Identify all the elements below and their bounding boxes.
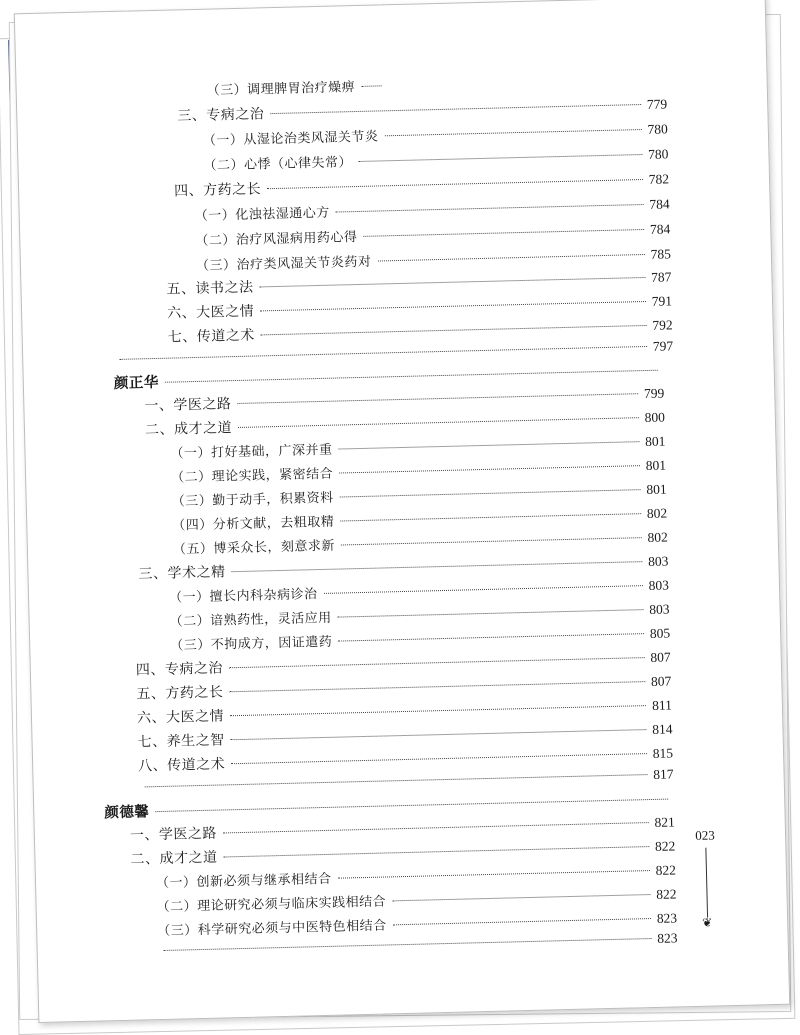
- leader-dots: [155, 799, 668, 813]
- leader-dots: [231, 561, 642, 572]
- entry-title: 六、大医之情: [136, 708, 225, 727]
- leader-dots: [340, 489, 641, 497]
- leader-dots: [267, 179, 643, 189]
- leader-dots: [237, 393, 638, 404]
- entry-title: （三）科学研究必须与中医特色相结合: [157, 918, 387, 940]
- entry-title: 五、方药之长: [136, 684, 224, 703]
- leader-dots: [384, 129, 641, 136]
- leader-dots: [260, 301, 646, 311]
- leader-dots: [230, 705, 646, 716]
- folio-number: 023: [695, 827, 715, 843]
- leader-dots: [238, 417, 639, 428]
- page-number: 815: [652, 745, 674, 761]
- page-number: 780: [647, 121, 668, 137]
- leader-dots: [145, 774, 648, 787]
- entry-title: （二）心悸（心律失常）: [203, 155, 353, 174]
- leader-dots: [363, 229, 644, 237]
- page-number: 814: [652, 721, 673, 737]
- page-number: 817: [653, 766, 674, 782]
- entry-title: （二）谙熟药性，灵活应用: [169, 610, 332, 630]
- leader-dots: [119, 346, 647, 360]
- leader-dots: [338, 633, 644, 641]
- page-number: 802: [646, 505, 668, 522]
- leader-dots: [270, 104, 641, 114]
- page-number: 822: [655, 862, 677, 878]
- page-number: 784: [649, 221, 671, 237]
- page-number: 822: [654, 838, 676, 854]
- leader-dots: [339, 465, 640, 473]
- entry-title: 一、学医之路: [129, 825, 218, 844]
- page-number: 811: [651, 697, 673, 713]
- page-number: 779: [646, 96, 668, 112]
- entry-title: 二、成才之道: [144, 420, 233, 439]
- page-number: 822: [656, 886, 677, 902]
- leader-dots: [338, 609, 644, 617]
- page-number: 801: [646, 481, 667, 498]
- entry-title: （三）勤于动手，积累资料: [171, 490, 334, 510]
- leader-dots: [392, 894, 650, 901]
- page-number: 807: [650, 649, 671, 665]
- leader-dots: [223, 822, 649, 833]
- entry-title: （二）理论研究必须与临床实践相结合: [156, 894, 387, 916]
- leader-dots: [358, 154, 642, 162]
- page-number: 805: [649, 625, 671, 641]
- page-number: 785: [650, 246, 672, 262]
- page-number: 800: [644, 409, 666, 426]
- page-number: 807: [650, 673, 672, 689]
- leader-dots: [338, 870, 650, 879]
- entry-title: （四）分析文献，去粗取精: [172, 514, 335, 534]
- entry-title: 一、学医之路: [144, 396, 232, 415]
- page-folio: [685, 827, 727, 930]
- entry-title: 颜德馨: [104, 803, 150, 822]
- leader-dots: [339, 441, 640, 449]
- page-number: 784: [649, 196, 670, 212]
- leader-dots: [340, 513, 641, 521]
- entry-title: 四、方药之长: [173, 181, 262, 200]
- folio-rule: [705, 848, 708, 918]
- entry-title: （三）调理脾胃治疗燥痹: [206, 80, 356, 99]
- entry-title: 七、传道之术: [167, 327, 255, 346]
- leader-dots: [229, 681, 645, 692]
- toc-entry: [206, 76, 356, 101]
- leader-dots: [261, 325, 647, 335]
- leader-dots: [260, 277, 646, 287]
- leader-dots: [223, 846, 649, 857]
- page-number: 801: [644, 433, 666, 450]
- page-number: 823: [657, 930, 678, 946]
- leader-dots: [231, 753, 647, 764]
- folio-ornament-icon: ❦: [701, 915, 713, 930]
- entry-title: 六、大医之情: [166, 303, 255, 322]
- entry-title: （一）化浊祛湿通心方: [194, 205, 330, 224]
- entry-title: （二）理论实践，紧密结合: [170, 466, 334, 486]
- page-number: 787: [650, 269, 672, 285]
- entry-title: 二、成才之道: [130, 849, 218, 868]
- entry-title: （一）擅长内科杂病诊治: [168, 587, 318, 606]
- entry-title: （三）不拘成方，因证遣药: [170, 634, 333, 654]
- leader-dots: [341, 537, 642, 545]
- entry-title: 颜正华: [113, 373, 160, 393]
- toc-page: [14, 0, 790, 1023]
- leader-dots: [377, 254, 644, 262]
- entry-title: （二）治疗风湿病用药心得: [195, 230, 358, 249]
- page-number: 803: [648, 577, 670, 593]
- entry-title: 八、传道之术: [138, 756, 226, 775]
- entry-title: （三）治疗类风湿关节炎药对: [195, 254, 372, 274]
- entry-title: 三、专病之治: [177, 106, 265, 125]
- leader-dots: [231, 729, 647, 740]
- leader-dots: [165, 370, 658, 383]
- entry-title: （一）打好基础，广深并重: [170, 442, 333, 462]
- page-number: 823: [656, 910, 678, 926]
- leader-dots: [336, 204, 644, 213]
- page-number: 803: [649, 601, 670, 617]
- leader-dots: [324, 585, 643, 594]
- leader-dots: [361, 85, 381, 86]
- page-number: 803: [647, 553, 669, 570]
- page-number: 780: [647, 146, 669, 162]
- entry-title: 五、读书之法: [166, 279, 254, 298]
- page-number: 792: [652, 317, 673, 333]
- page-number: 821: [654, 814, 675, 830]
- entry-title: 四、专病之治: [135, 660, 224, 679]
- page-number: 791: [651, 293, 673, 309]
- entry-title: （一）创新必须与继承相结合: [155, 871, 332, 892]
- page-number: 797: [652, 338, 674, 354]
- entry-title: （一）从湿论治类风湿关节炎: [202, 129, 379, 149]
- leader-dots: [229, 657, 645, 668]
- page-number: 799: [643, 385, 665, 402]
- entry-title: 七、养生之智: [137, 732, 225, 751]
- page-number: 801: [645, 457, 667, 474]
- entry-title: 三、学术之精: [138, 564, 226, 583]
- entry-title: （五）博采众长，刻意求新: [172, 538, 336, 558]
- page-number: 782: [648, 171, 670, 187]
- page-number: 802: [647, 529, 668, 546]
- leader-dots: [393, 918, 651, 925]
